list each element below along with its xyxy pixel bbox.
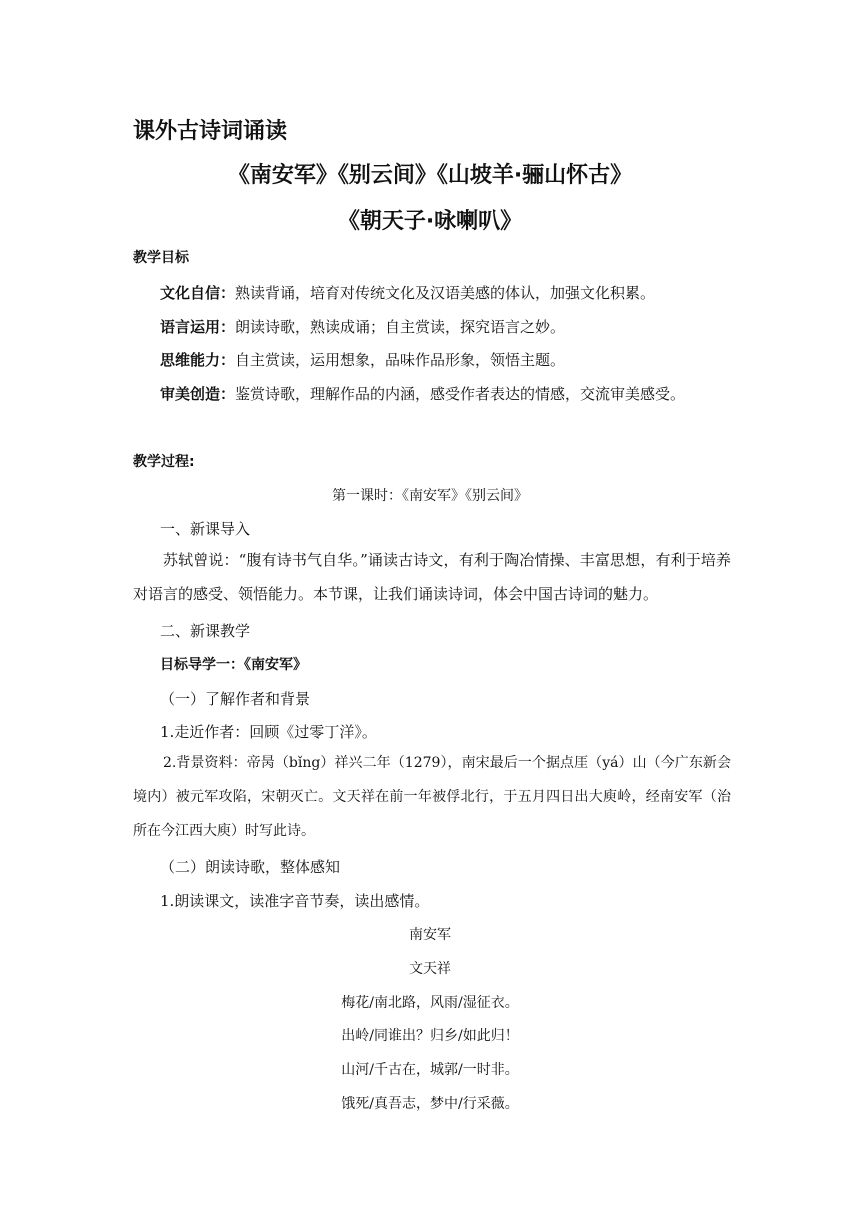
objective-item: [160, 349, 565, 370]
objective-text: 熟读背诵，培育对传统文化及汉语美感的体认，加强文化积累。: [235, 284, 656, 302]
objectives-heading: 教学目标: [133, 250, 189, 266]
intro-heading: 一、新课导入: [160, 520, 251, 538]
objective-item: [160, 316, 565, 337]
poem-line: 梅花/南北路，风雨/湿征衣。: [341, 995, 519, 1011]
teaching-heading: 二、新课教学: [160, 622, 251, 640]
poem-line: 饿死/真吾志，梦中/行采薇。: [341, 1096, 519, 1112]
objective-text: 鉴赏诗歌，理解作品的内涵，感受作者表达的情感，交流审美感受。: [235, 385, 686, 403]
objective-label: 语言运用：: [160, 318, 236, 336]
lesson-title-line-1: 《南安军》《别云间》《山坡羊·骊山怀古》: [227, 163, 633, 188]
intro-paragraph: 苏轼曾说：“腹有诗书气自华。”诵读古诗文，有利于陶冶情操、丰富思想，有利于培养对语言的感受、领悟能力。本节课，让我们诵读诗词，体会中国古诗词的魅力。: [133, 551, 731, 603]
lesson-title-line-2: 《朝天子·咏喇叭》: [337, 209, 523, 234]
list-item: 1.走近作者：回顾《过零丁洋》。: [160, 723, 377, 741]
process-heading: 教学过程:: [133, 454, 195, 470]
poem-line: 出岭/同谁出？归乡/如此归！: [341, 1028, 519, 1044]
objective-label: 思维能力：: [160, 351, 236, 369]
lesson-period-title: 第一课时：《南安军》《别云间》: [332, 488, 528, 504]
poem-title: 南安军: [409, 927, 451, 943]
list-item: 1.朗读课文，读准字音节奏，读出感情。: [160, 892, 430, 910]
objective-label: 文化自信：: [160, 284, 236, 302]
objective-item: [160, 282, 655, 303]
subsection-heading: （一）了解作者和背景: [160, 690, 311, 708]
objective-text: 自主赏读，运用想象，品味作品形象，领悟主题。: [235, 351, 566, 369]
poem-author: 文天祥: [409, 961, 451, 977]
section-heading: 课外古诗词诵读: [133, 119, 288, 144]
background-paragraph: 2.背景资料：帝昺（bǐng）祥兴二年（1279），南宋最后一个据点厓（yá）山（今广东新会境内）被元军攻陷，宋朝灭亡。文天祥在前一年被俘北行，于五月四日出大庾岭，经南安军（治所在今江西大庾）时写此诗。: [133, 755, 731, 839]
subsection-heading: （二）朗读诗歌，整体感知: [160, 858, 341, 876]
objective-label: 审美创造：: [160, 385, 236, 403]
goal-heading: 目标导学一：《南安军》: [160, 657, 307, 673]
objective-text: 朗读诗歌，熟读成诵；自主赏读，探究语言之妙。: [235, 318, 566, 336]
objective-item: [160, 383, 685, 404]
poem-line: 山河/千古在，城郭/一时非。: [341, 1062, 519, 1078]
